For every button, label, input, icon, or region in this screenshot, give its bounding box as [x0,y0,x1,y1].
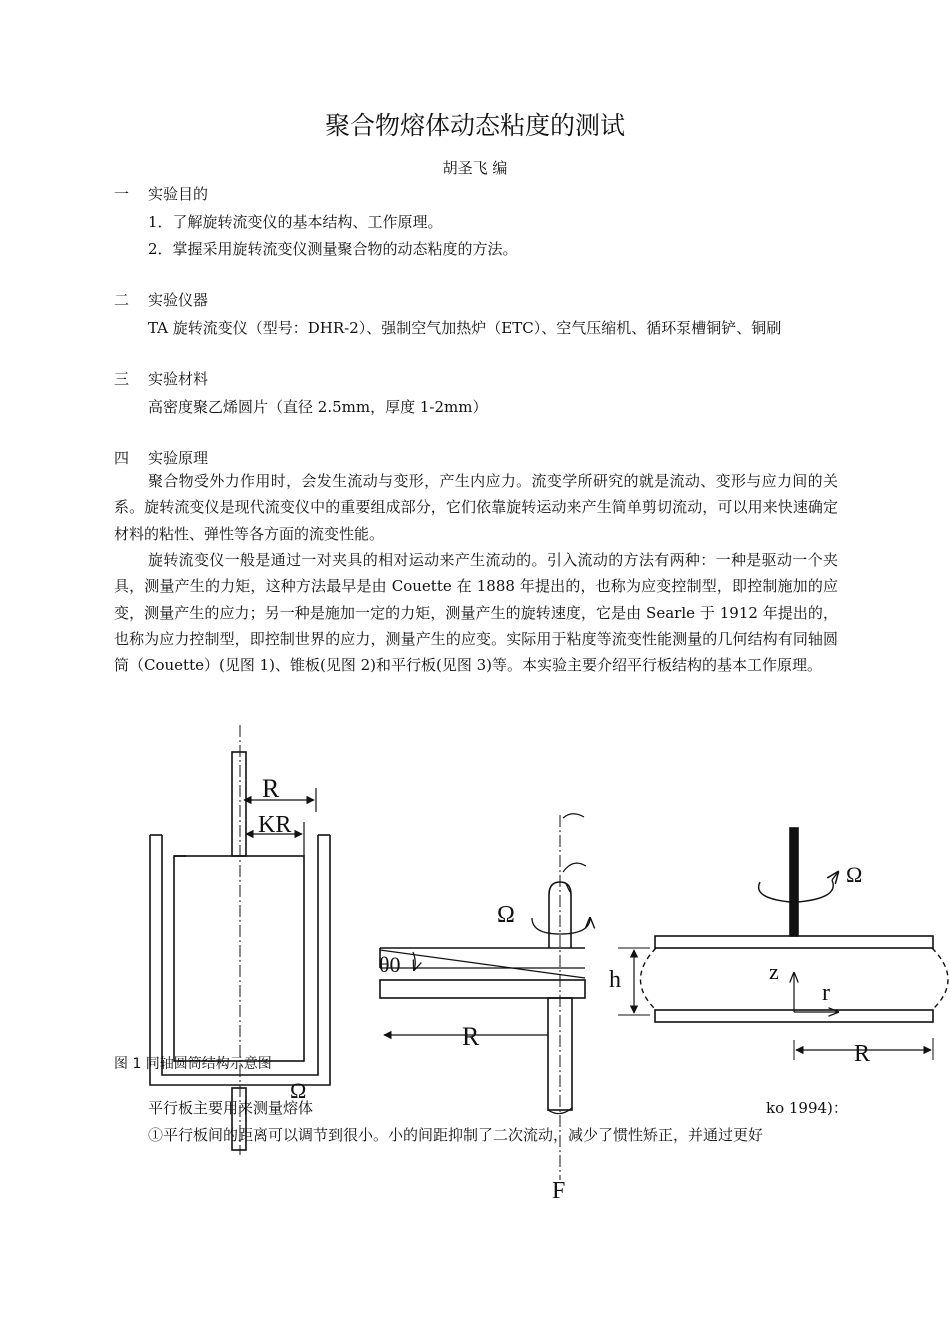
body-paragraph: 聚合物受外力作用时，会发生流动与变形，产生内应力。流变学所研究的就是流动、变形与应力间的关系。旋转流变仪是现代流变仪中的重要组成部分，它们依靠旋转运动来产生简单剪切流动，可以用来快速确定材料的粘性、弹性等各方面的流变性能。 [114,472,838,543]
fig1-kr-label: KR [258,812,292,838]
section-number: 三 [114,370,130,388]
author-line: 胡圣飞 编 [442,159,508,177]
fig3-h-label: h [609,967,621,993]
list-item: 1．了解旋转流变仪的基本结构、工作原理。 [148,213,443,231]
list-item: 高密度聚乙烯圆片（直径 2.5mm，厚度 1-2mm） [148,398,488,416]
fig2-theta-label: θ0 [379,952,401,977]
body-fragment: 平行板主要用来测量熔体 [148,1099,314,1117]
section-number: 一 [114,185,130,203]
section-number: 二 [114,291,130,309]
body-paragraph: 旋转流变仪一般是通过一对夹具的相对运动来产生流动的。引入流动的方法有两种：一种是驱动一个夹具，测量产生的力矩，这种方法最早是由 Couette 在 1888 年提出的，也称为应变控制型，即控制施加的应变，测量产生的应力；另一种是施加一定的力矩，测量产生的旋转速度，它是由 Searle 于 1912 年提出的，也称为应力控制型，即控制世界的应力，测量产生的应变。实际用于粘度等流变性能测量的几何结构有同轴圆筒（Couette）(见图 1)、锥板(见图 2)和平行板(见图 3)等。本实验主要介绍平行板结构的基本工作原理。 [114,551,838,675]
parallel-plate-diagram [618,828,948,1060]
figure-caption: 图 1 同轴圆筒结构示意图 [114,1056,272,1072]
section-title: 实验原理 [148,449,209,467]
fig2-r-label: R [462,1022,480,1051]
section-number: 四 [114,449,130,467]
fig1-omega-label: Ω [290,1078,307,1103]
body-fragment: ko 1994)： [766,1099,848,1117]
list-item: TA 旋转流变仪（型号：DHR-2）、强制空气加热炉（ETC）、空气压缩机、循环泵槽铜铲、铜刷 [148,319,782,337]
fig3-big-r-label: R [854,1041,871,1067]
section-title: 实验目的 [148,185,209,203]
body-fragment: ①平行板间的距离可以调节到很小。小的间距抑制了二次流动，减少了惯性矫正，并通过更好 [148,1126,764,1144]
fig3-z-label: z [769,959,779,984]
fig3-omega-label: Ω [846,862,863,887]
list-item: 2．掌握采用旋转流变仪测量聚合物的动态粘度的方法。 [148,240,518,258]
fig1-r-label: R [262,774,280,803]
section-title: 实验材料 [148,370,209,388]
fig2-f-label: F [552,1178,566,1204]
fig2-omega-label: Ω [497,902,515,928]
page-title: 聚合物熔体动态粘度的测试 [324,111,625,140]
fig3-r-label: r [822,980,830,1006]
section-title: 实验仪器 [148,291,209,309]
